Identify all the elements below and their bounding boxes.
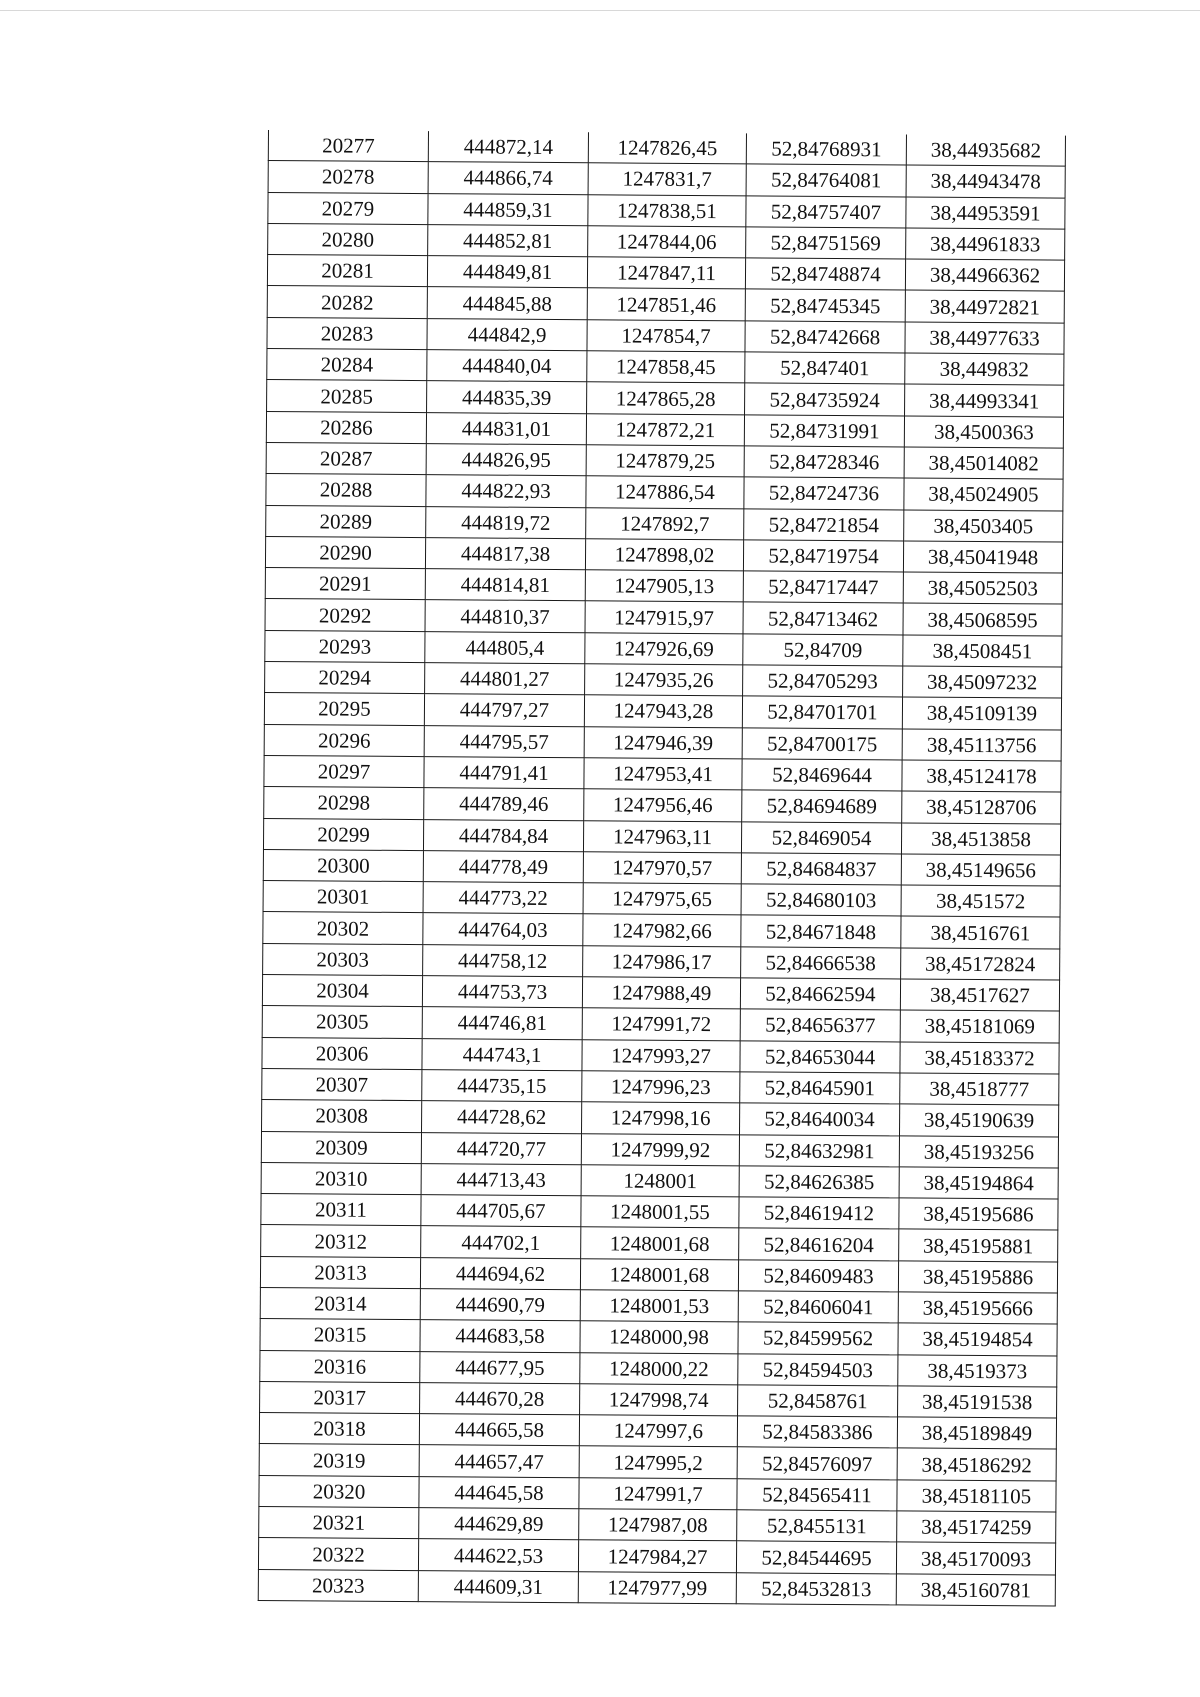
- longitude-cell: 38,45190639: [899, 1104, 1058, 1136]
- y-coordinate-cell: 1247858,45: [587, 351, 745, 383]
- longitude-cell: 38,45174259: [897, 1511, 1056, 1543]
- y-coordinate-cell: 1247998,16: [582, 1102, 740, 1134]
- longitude-cell: 38,45014082: [904, 447, 1063, 479]
- y-coordinate-cell: 1247854,7: [587, 320, 745, 352]
- point-id-cell: 20315: [260, 1319, 420, 1351]
- point-id-cell: 20322: [258, 1538, 418, 1570]
- point-id-cell: 20292: [265, 599, 425, 631]
- x-coordinate-cell: 444665,58: [419, 1414, 579, 1446]
- longitude-cell: 38,45195881: [899, 1229, 1058, 1261]
- x-coordinate-cell: 444789,46: [424, 788, 584, 820]
- longitude-cell: 38,449832: [905, 353, 1064, 385]
- point-id-cell: 20281: [267, 255, 427, 287]
- longitude-cell: 38,45191538: [898, 1386, 1057, 1418]
- y-coordinate-cell: 1247953,41: [584, 758, 742, 790]
- y-coordinate-cell: 1247975,65: [583, 883, 741, 915]
- longitude-cell: 38,44977633: [905, 322, 1064, 354]
- longitude-cell: 38,4503405: [904, 510, 1063, 542]
- latitude-cell: 52,84742668: [745, 321, 905, 353]
- y-coordinate-cell: 1247987,08: [579, 1509, 737, 1541]
- latitude-cell: 52,84662594: [740, 978, 900, 1010]
- x-coordinate-cell: 444866,74: [428, 162, 588, 194]
- y-coordinate-cell: 1247991,72: [582, 1008, 740, 1040]
- y-coordinate-cell: 1248001: [581, 1165, 739, 1197]
- point-id-cell: 20282: [267, 286, 427, 318]
- point-id-cell: 20302: [263, 912, 423, 944]
- longitude-cell: 38,44972821: [905, 290, 1064, 322]
- y-coordinate-cell: 1247847,11: [587, 257, 745, 289]
- y-coordinate-cell: 1248001,53: [580, 1290, 738, 1322]
- latitude-cell: 52,84565411: [737, 1479, 897, 1511]
- latitude-cell: 52,84656377: [740, 1009, 900, 1041]
- longitude-cell: 38,45041948: [903, 541, 1062, 573]
- longitude-cell: 38,45193256: [899, 1135, 1058, 1167]
- x-coordinate-cell: 444817,38: [425, 537, 585, 569]
- latitude-cell: 52,847401: [745, 352, 905, 384]
- latitude-cell: 52,84680103: [741, 884, 901, 916]
- latitude-cell: 52,84626385: [739, 1166, 899, 1198]
- latitude-cell: 52,84721854: [744, 508, 904, 540]
- x-coordinate-cell: 444622,53: [418, 1539, 578, 1571]
- latitude-cell: 52,84717447: [743, 571, 903, 603]
- latitude-cell: 52,84616204: [739, 1228, 899, 1260]
- x-coordinate-cell: 444842,9: [427, 318, 587, 350]
- x-coordinate-cell: 444677,95: [420, 1351, 580, 1383]
- longitude-cell: 38,4516761: [901, 916, 1060, 948]
- latitude-cell: 52,84583386: [737, 1416, 897, 1448]
- y-coordinate-cell: 1247892,7: [586, 507, 744, 539]
- latitude-cell: 52,84751569: [746, 227, 906, 259]
- point-id-cell: 20300: [263, 849, 423, 881]
- point-id-cell: 20312: [261, 1225, 421, 1257]
- point-id-cell: 20290: [265, 536, 425, 568]
- latitude-cell: 52,84684837: [741, 853, 901, 885]
- point-id-cell: 20321: [259, 1507, 419, 1539]
- longitude-cell: 38,45128706: [902, 791, 1061, 823]
- longitude-cell: 38,45195686: [899, 1198, 1058, 1230]
- x-coordinate-cell: 444814,81: [425, 569, 585, 601]
- point-id-cell: 20295: [264, 693, 424, 725]
- y-coordinate-cell: 1247997,6: [579, 1415, 737, 1447]
- y-coordinate-cell: 1247982,66: [583, 914, 741, 946]
- point-id-cell: 20283: [267, 317, 427, 349]
- x-coordinate-cell: 444670,28: [420, 1382, 580, 1414]
- latitude-cell: 52,84705293: [743, 665, 903, 697]
- longitude-cell: 38,45113756: [902, 729, 1061, 761]
- x-coordinate-cell: 444728,62: [422, 1101, 582, 1133]
- latitude-cell: 52,84709: [743, 634, 903, 666]
- point-id-cell: 20306: [262, 1037, 422, 1069]
- latitude-cell: 52,84719754: [743, 540, 903, 572]
- point-id-cell: 20296: [264, 724, 424, 756]
- point-id-cell: 20317: [260, 1381, 420, 1413]
- point-id-cell: 20288: [266, 474, 426, 506]
- x-coordinate-cell: 444753,73: [422, 976, 582, 1008]
- longitude-cell: 38,44961833: [906, 228, 1065, 260]
- point-id-cell: 20299: [263, 818, 423, 850]
- point-id-cell: 20320: [259, 1475, 419, 1507]
- point-id-cell: 20280: [268, 223, 428, 255]
- latitude-cell: 52,84594503: [738, 1353, 898, 1385]
- point-id-cell: 20284: [267, 349, 427, 381]
- latitude-cell: 52,84619412: [739, 1197, 899, 1229]
- longitude-cell: 38,45124178: [902, 760, 1061, 792]
- x-coordinate-cell: 444764,03: [423, 913, 583, 945]
- longitude-cell: 38,4517627: [900, 979, 1059, 1011]
- point-id-cell: 20309: [261, 1131, 421, 1163]
- y-coordinate-cell: 1247865,28: [587, 382, 745, 414]
- y-coordinate-cell: 1247984,27: [578, 1540, 736, 1572]
- latitude-cell: 52,84640034: [740, 1103, 900, 1135]
- x-coordinate-cell: 444683,58: [420, 1320, 580, 1352]
- x-coordinate-cell: 444845,88: [427, 287, 587, 319]
- longitude-cell: 38,4519373: [898, 1355, 1057, 1387]
- y-coordinate-cell: 1248000,22: [580, 1352, 738, 1384]
- x-coordinate-cell: 444840,04: [427, 350, 587, 382]
- x-coordinate-cell: 444791,41: [424, 757, 584, 789]
- longitude-cell: 38,44966362: [905, 259, 1064, 291]
- y-coordinate-cell: 1248001,55: [581, 1196, 739, 1228]
- latitude-cell: 52,84728346: [744, 446, 904, 478]
- point-id-cell: 20301: [263, 881, 423, 913]
- point-id-cell: 20305: [262, 1006, 422, 1038]
- latitude-cell: 52,8469644: [742, 759, 902, 791]
- latitude-cell: 52,84544695: [736, 1541, 896, 1573]
- longitude-cell: 38,45183372: [900, 1042, 1059, 1074]
- point-id-cell: 20291: [265, 568, 425, 600]
- longitude-cell: 38,4500363: [904, 416, 1063, 448]
- y-coordinate-cell: 1247998,74: [580, 1384, 738, 1416]
- x-coordinate-cell: 444758,12: [423, 944, 583, 976]
- point-id-cell: 20313: [260, 1256, 420, 1288]
- latitude-cell: 52,84671848: [741, 915, 901, 947]
- y-coordinate-cell: 1247851,46: [587, 288, 745, 320]
- longitude-cell: 38,45194864: [899, 1167, 1058, 1199]
- point-id-cell: 20297: [264, 755, 424, 787]
- longitude-cell: 38,45181069: [900, 1010, 1059, 1042]
- x-coordinate-cell: 444720,77: [421, 1132, 581, 1164]
- point-id-cell: 20308: [262, 1100, 422, 1132]
- y-coordinate-cell: 1247898,02: [585, 539, 743, 571]
- longitude-cell: 38,45189849: [897, 1417, 1056, 1449]
- latitude-cell: 52,84731991: [744, 415, 904, 447]
- latitude-cell: 52,84606041: [738, 1291, 898, 1323]
- longitude-cell: 38,44943478: [906, 165, 1065, 197]
- latitude-cell: 52,84701701: [742, 696, 902, 728]
- longitude-cell: 38,4518777: [900, 1073, 1059, 1105]
- x-coordinate-cell: 444872,14: [428, 131, 588, 163]
- point-id-cell: 20277: [268, 130, 428, 162]
- x-coordinate-cell: 444657,47: [419, 1445, 579, 1477]
- longitude-cell: 38,45052503: [903, 572, 1062, 604]
- longitude-cell: 38,45181105: [897, 1480, 1056, 1512]
- longitude-cell: 38,45024905: [904, 478, 1063, 510]
- latitude-cell: 52,84694689: [742, 790, 902, 822]
- longitude-cell: 38,45068595: [903, 603, 1062, 635]
- longitude-cell: 38,45149656: [901, 854, 1060, 886]
- x-coordinate-cell: 444609,31: [418, 1570, 578, 1602]
- x-coordinate-cell: 444826,95: [426, 444, 586, 476]
- latitude-cell: 52,84632981: [739, 1134, 899, 1166]
- x-coordinate-cell: 444629,89: [419, 1508, 579, 1540]
- x-coordinate-cell: 444859,31: [428, 193, 588, 225]
- point-id-cell: 20293: [265, 630, 425, 662]
- point-id-cell: 20307: [262, 1068, 422, 1100]
- longitude-cell: 38,4513858: [901, 822, 1060, 854]
- y-coordinate-cell: 1247844,06: [588, 226, 746, 258]
- x-coordinate-cell: 444702,1: [421, 1226, 581, 1258]
- y-coordinate-cell: 1247915,97: [585, 601, 743, 633]
- coordinates-table: [258, 130, 1066, 1606]
- latitude-cell: 52,84599562: [738, 1322, 898, 1354]
- x-coordinate-cell: 444743,1: [422, 1038, 582, 1070]
- x-coordinate-cell: 444831,01: [426, 412, 586, 444]
- point-id-cell: 20323: [258, 1569, 418, 1601]
- x-coordinate-cell: 444694,62: [420, 1257, 580, 1289]
- y-coordinate-cell: 1247993,27: [582, 1039, 740, 1071]
- y-coordinate-cell: 1247872,21: [586, 413, 744, 445]
- x-coordinate-cell: 444835,39: [427, 381, 587, 413]
- point-id-cell: 20318: [259, 1413, 419, 1445]
- longitude-cell: 38,451572: [901, 885, 1060, 917]
- x-coordinate-cell: 444795,57: [424, 725, 584, 757]
- y-coordinate-cell: 1247986,17: [583, 945, 741, 977]
- y-coordinate-cell: 1247935,26: [585, 664, 743, 696]
- latitude-cell: 52,84653044: [740, 1040, 900, 1072]
- longitude-cell: 38,45194854: [898, 1323, 1057, 1355]
- y-coordinate-cell: 1247926,69: [585, 632, 743, 664]
- y-coordinate-cell: 1247970,57: [583, 852, 741, 884]
- y-coordinate-cell: 1247977,99: [578, 1571, 736, 1603]
- longitude-cell: 38,44993341: [905, 384, 1064, 416]
- longitude-cell: 38,45097232: [903, 666, 1062, 698]
- point-id-cell: 20294: [265, 662, 425, 694]
- longitude-cell: 38,45160781: [896, 1574, 1055, 1606]
- latitude-cell: 52,84700175: [742, 727, 902, 759]
- point-id-cell: 20304: [262, 974, 422, 1006]
- longitude-cell: 38,45172824: [901, 948, 1060, 980]
- y-coordinate-cell: 1247956,46: [584, 789, 742, 821]
- x-coordinate-cell: 444784,84: [423, 819, 583, 851]
- latitude-cell: 52,84576097: [737, 1447, 897, 1479]
- x-coordinate-cell: 444778,49: [423, 850, 583, 882]
- point-id-cell: 20298: [264, 787, 424, 819]
- y-coordinate-cell: 1248001,68: [580, 1258, 738, 1290]
- x-coordinate-cell: 444773,22: [423, 882, 583, 914]
- latitude-cell: 52,84768931: [746, 133, 906, 165]
- x-coordinate-cell: 444819,72: [426, 506, 586, 538]
- longitude-cell: 38,45170093: [896, 1542, 1055, 1574]
- point-id-cell: 20303: [263, 943, 423, 975]
- x-coordinate-cell: 444801,27: [425, 663, 585, 695]
- x-coordinate-cell: 444805,4: [425, 631, 585, 663]
- y-coordinate-cell: 1247943,28: [584, 695, 742, 727]
- y-coordinate-cell: 1247995,2: [579, 1446, 737, 1478]
- latitude-cell: 52,84609483: [738, 1260, 898, 1292]
- point-id-cell: 20311: [261, 1194, 421, 1226]
- table-row: [258, 1569, 1055, 1606]
- x-coordinate-cell: 444810,37: [425, 600, 585, 632]
- point-id-cell: 20279: [268, 192, 428, 224]
- x-coordinate-cell: 444645,58: [419, 1476, 579, 1508]
- latitude-cell: 52,84745345: [745, 289, 905, 321]
- longitude-cell: 38,44953591: [906, 197, 1065, 229]
- x-coordinate-cell: 444797,27: [424, 694, 584, 726]
- x-coordinate-cell: 444735,15: [422, 1070, 582, 1102]
- y-coordinate-cell: 1247988,49: [582, 977, 740, 1009]
- x-coordinate-cell: 444713,43: [421, 1163, 581, 1195]
- longitude-cell: 38,45109139: [902, 697, 1061, 729]
- x-coordinate-cell: 444746,81: [422, 1007, 582, 1039]
- point-id-cell: 20287: [266, 442, 426, 474]
- latitude-cell: 52,8469054: [741, 821, 901, 853]
- latitude-cell: 52,84724736: [744, 477, 904, 509]
- latitude-cell: 52,84713462: [743, 602, 903, 634]
- point-id-cell: 20278: [268, 161, 428, 193]
- y-coordinate-cell: 1248001,68: [581, 1227, 739, 1259]
- y-coordinate-cell: 1247991,7: [579, 1477, 737, 1509]
- y-coordinate-cell: 1247999,92: [581, 1133, 739, 1165]
- x-coordinate-cell: 444849,81: [427, 256, 587, 288]
- longitude-cell: 38,45186292: [897, 1448, 1056, 1480]
- latitude-cell: 52,84532813: [736, 1572, 896, 1604]
- point-id-cell: 20310: [261, 1162, 421, 1194]
- y-coordinate-cell: 1247963,11: [583, 820, 741, 852]
- point-id-cell: 20285: [267, 380, 427, 412]
- point-id-cell: 20286: [266, 411, 426, 443]
- latitude-cell: 52,84666538: [741, 947, 901, 979]
- y-coordinate-cell: 1247886,54: [586, 476, 744, 508]
- latitude-cell: 52,84757407: [746, 195, 906, 227]
- y-coordinate-cell: 1247879,25: [586, 445, 744, 477]
- latitude-cell: 52,84764081: [746, 164, 906, 196]
- x-coordinate-cell: 444822,93: [426, 475, 586, 507]
- longitude-cell: 38,44935682: [906, 134, 1065, 166]
- x-coordinate-cell: 444690,79: [420, 1289, 580, 1321]
- latitude-cell: 52,8455131: [737, 1510, 897, 1542]
- y-coordinate-cell: 1247905,13: [585, 570, 743, 602]
- point-id-cell: 20314: [260, 1287, 420, 1319]
- latitude-cell: 52,84735924: [745, 383, 905, 415]
- x-coordinate-cell: 444852,81: [428, 225, 588, 257]
- y-coordinate-cell: 1248000,98: [580, 1321, 738, 1353]
- longitude-cell: 38,4508451: [903, 635, 1062, 667]
- point-id-cell: 20289: [266, 505, 426, 537]
- latitude-cell: 52,84748874: [745, 258, 905, 290]
- scan-edge-line: [0, 10, 1200, 11]
- longitude-cell: 38,45195666: [898, 1292, 1057, 1324]
- x-coordinate-cell: 444705,67: [421, 1195, 581, 1227]
- coordinates-table-body: [258, 130, 1065, 1606]
- point-id-cell: 20316: [260, 1350, 420, 1382]
- y-coordinate-cell: 1247946,39: [584, 726, 742, 758]
- latitude-cell: 52,8458761: [738, 1385, 898, 1417]
- y-coordinate-cell: 1247826,45: [588, 132, 746, 164]
- longitude-cell: 38,45195886: [898, 1261, 1057, 1293]
- latitude-cell: 52,84645901: [740, 1072, 900, 1104]
- y-coordinate-cell: 1247831,7: [588, 163, 746, 195]
- y-coordinate-cell: 1247996,23: [582, 1071, 740, 1103]
- point-id-cell: 20319: [259, 1444, 419, 1476]
- y-coordinate-cell: 1247838,51: [588, 194, 746, 226]
